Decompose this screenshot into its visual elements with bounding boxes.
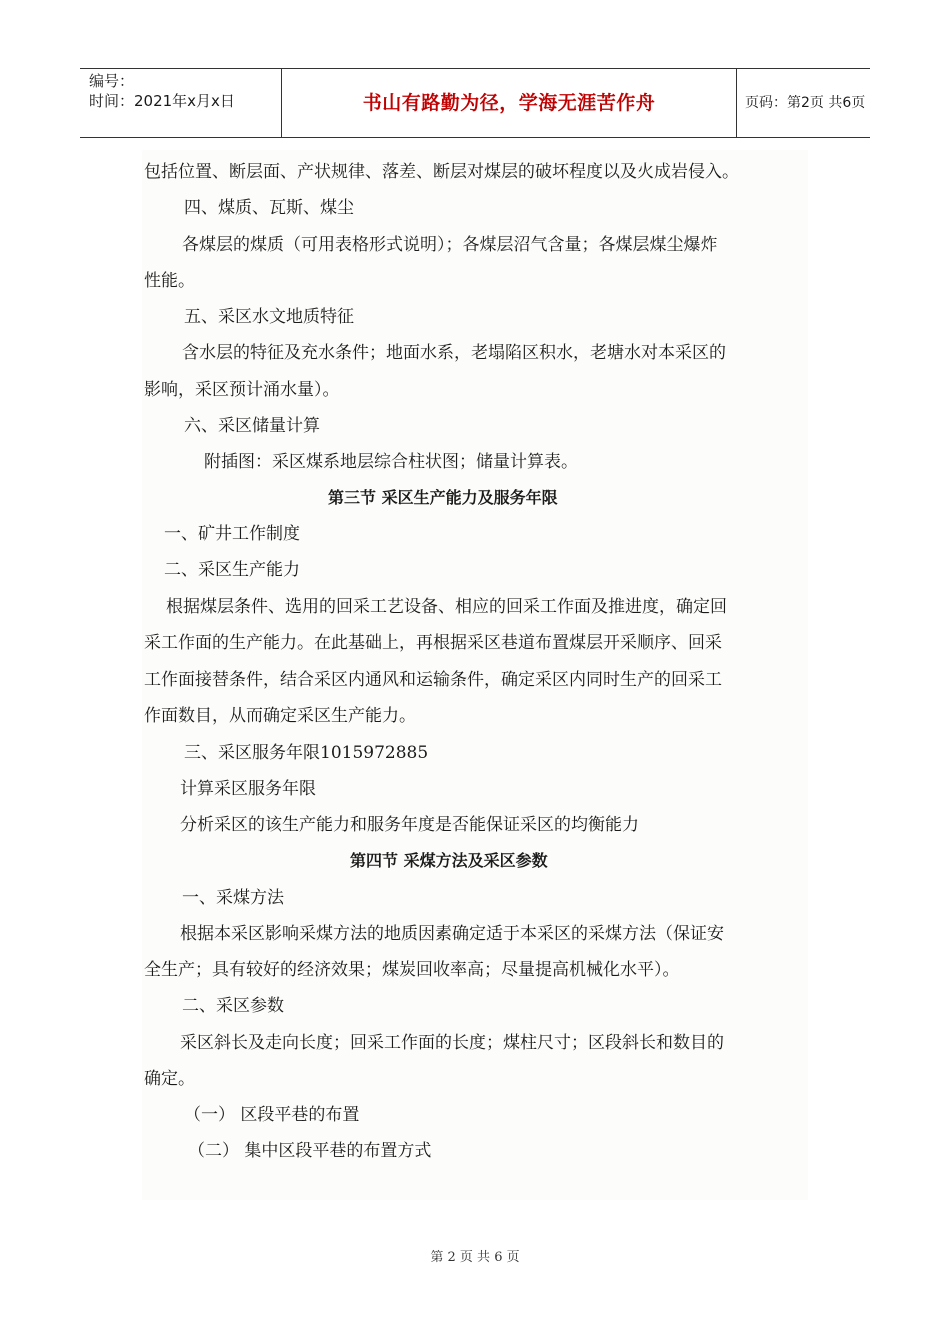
subsection-heading: （一） 区段平巷的布置 bbox=[184, 1105, 360, 1125]
paragraph-line: 各煤层的煤质（可用表格形式说明）；各煤层沼气含量；各煤层煤尘爆炸 bbox=[182, 235, 718, 255]
paragraph-line: 根据煤层条件、选用的回采工艺设备、相应的回采工作面及推进度，确定回 bbox=[166, 597, 727, 617]
section-heading: 二、采区生产能力 bbox=[164, 560, 300, 580]
page-header bbox=[80, 68, 870, 138]
section-heading: 五、采区水文地质特征 bbox=[184, 307, 354, 327]
paragraph-line: 性能。 bbox=[144, 271, 195, 291]
paragraph-line: 包括位置、断层面、产状规律、落差、断层对煤层的破坏程度以及火成岩侵入。 bbox=[144, 162, 739, 182]
chapter-heading: 第三节 采区生产能力及服务年限 bbox=[328, 488, 558, 507]
paragraph-line: 作面数目，从而确定采区生产能力。 bbox=[144, 706, 416, 726]
paragraph-line: 含水层的特征及充水条件；地面水系，老塌陷区积水，老塘水对本采区的 bbox=[182, 343, 726, 363]
paragraph-line: 工作面接替条件，结合采区内通风和运输条件，确定采区内同时生产的回采工 bbox=[144, 670, 722, 690]
paragraph-line: 影响，采区预计涌水量）。 bbox=[144, 380, 340, 400]
section-heading: 一、矿井工作制度 bbox=[164, 524, 300, 544]
paragraph-line: 分析采区的该生产能力和服务年度是否能保证采区的均衡能力 bbox=[180, 815, 639, 835]
date-label: 时间：2021年x月x日 bbox=[89, 92, 235, 110]
page-footer: 第 2 页 共 6 页 bbox=[430, 1250, 520, 1265]
chapter-heading: 第四节 采煤方法及采区参数 bbox=[350, 851, 548, 870]
paragraph-line: 采工作面的生产能力。在此基础上，再根据采区巷道布置煤层开采顺序、回采 bbox=[144, 633, 722, 653]
paragraph-line: 计算采区服务年限 bbox=[180, 779, 316, 799]
header-page-info: 页码：第2页 共6页 bbox=[745, 95, 866, 111]
paragraph-line: 全生产；具有较好的经济效果；煤炭回收率高；尽量提高机械化水平）。 bbox=[144, 960, 680, 980]
section-heading: 三、采区服务年限1015972885 bbox=[184, 743, 429, 763]
header-motto: 书山有路勤为径，学海无涯苦作舟 bbox=[282, 69, 737, 137]
document-body bbox=[142, 150, 808, 1200]
header-meta bbox=[80, 69, 282, 137]
section-heading: 六、采区储量计算 bbox=[184, 416, 320, 436]
paragraph-line: 采区斜长及走向长度；回采工作面的长度；煤柱尺寸；区段斜长和数目的 bbox=[180, 1033, 724, 1053]
section-heading: 四、煤质、瓦斯、煤尘 bbox=[184, 198, 354, 218]
section-heading: 一、采煤方法 bbox=[182, 888, 284, 908]
subsection-heading: （二） 集中区段平巷的布置方式 bbox=[188, 1141, 432, 1161]
section-heading: 二、采区参数 bbox=[182, 996, 284, 1016]
number-label: 编号： bbox=[89, 72, 135, 90]
paragraph-line: 附插图：采区煤系地层综合柱状图；储量计算表。 bbox=[204, 452, 578, 472]
paragraph-line: 确定。 bbox=[144, 1069, 195, 1089]
paragraph-line: 根据本采区影响采煤方法的地质因素确定适于本采区的采煤方法（保证安 bbox=[180, 924, 724, 944]
